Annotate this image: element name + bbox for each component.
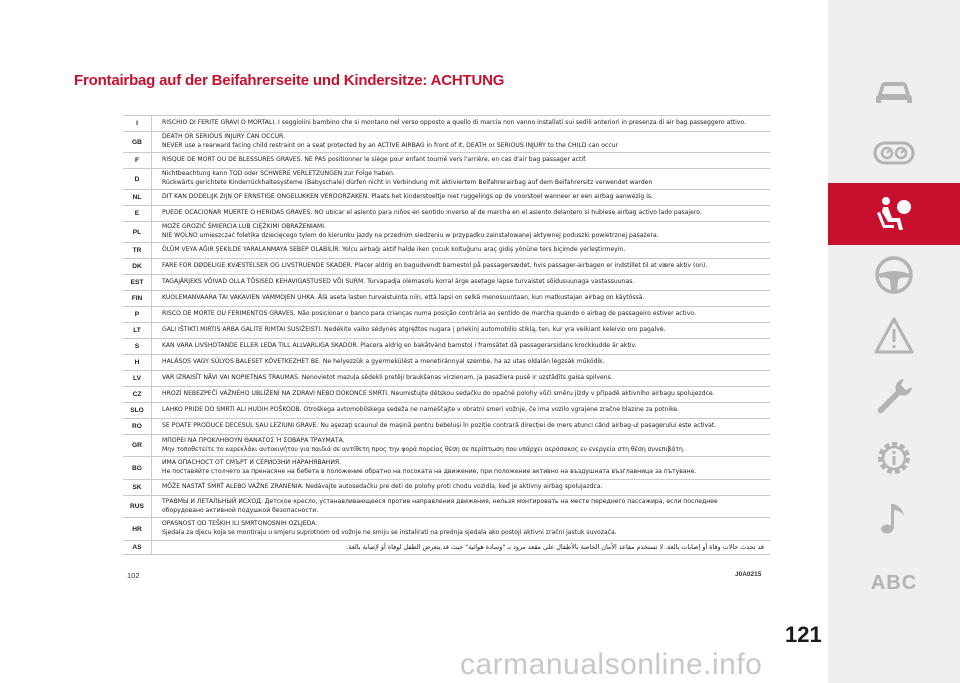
table-row bbox=[123, 275, 770, 291]
table-row bbox=[123, 371, 770, 387]
sidebar-item-steering[interactable] bbox=[828, 244, 960, 306]
watermark: carmanualsonline.info bbox=[460, 648, 763, 681]
warning-text-cell bbox=[152, 307, 771, 323]
figure-reference-left: 102 bbox=[127, 571, 140, 580]
table-row bbox=[123, 419, 770, 435]
warning-text: MOŻE GROZIĆ ŚMIERCIA LUB CIĘŻKIMI OBRAŻENIAMI. bbox=[162, 223, 326, 231]
table-row bbox=[123, 323, 770, 339]
sidebar-item-index[interactable] bbox=[828, 552, 960, 614]
warning-text-cell bbox=[152, 518, 771, 541]
language-code: E bbox=[123, 206, 152, 222]
warning-text-detail: Μην τοποθετείτε το καρεκλάκι αυτοκινήτου για παιδιά σε αντίθετη προς την φορά πορείας θέση σε περίπτωση που υπάρχει αερόσακος εν ενεργεία στη θέση συνεπιβάτη. bbox=[162, 445, 685, 453]
warning-text-cell bbox=[152, 371, 771, 387]
warning-text: ΜΠΟΡΕΙ ΝΑ ΠΡΟΚΛΗΘΟΥΝ ΘΑΝΑΤΟΣ Ή ΣΟΒΑΡΑ ΤΡΑΥΜΑΤΑ. bbox=[162, 436, 345, 444]
warning-text-cell bbox=[152, 355, 771, 371]
sidebar-item-dashboard[interactable] bbox=[828, 122, 960, 184]
warning-text-cell bbox=[152, 339, 771, 355]
warning-text-cell bbox=[152, 153, 771, 169]
language-code: BG bbox=[123, 457, 152, 480]
warning-text: PUEDE OCACIONAR MUERTE O HERIDAS GRAVES. NO ubicar el asiento para niños en sentido inverso al de marcha en el asiento delantero si hubiese airbag activo lado pasajero. bbox=[162, 209, 702, 217]
dashboard-icon bbox=[872, 131, 916, 175]
language-code: RO bbox=[123, 419, 152, 435]
warning-text-cell bbox=[152, 496, 771, 518]
warning-text-cell bbox=[152, 222, 771, 243]
sidebar-item-car[interactable] bbox=[828, 60, 960, 122]
language-code: AS bbox=[123, 541, 152, 555]
table-row bbox=[123, 222, 770, 243]
table-row bbox=[123, 457, 770, 480]
page-title: Frontairbag auf der Beifahrerseite und Kindersitze: ACHTUNG bbox=[74, 72, 505, 89]
warning-text-cell bbox=[152, 116, 771, 132]
warning-text: KUOLEMANVAARA TAI VAKAVIEN VAMMOJEN UHKA. Älä aseta lasten turvaistuinta niin, että lapsi on selkä menosuuntaan, kun matkustajan airbag on käytössä. bbox=[162, 294, 645, 302]
table-row bbox=[123, 169, 770, 190]
warning-text: HALÁSOS VAGY SÚLYOS BALESET KÖVETKEZHET BE. Ne helyezzük a gyermekülést a menetiránnyal szembe, ha az utas oldalán légzsák működik. bbox=[162, 358, 605, 366]
table-row bbox=[123, 403, 770, 419]
warning-text-cell bbox=[152, 206, 771, 222]
warning-text: VAR IZRAISĪT NĀVI VAI NOPIETNAS TRAUMAS. Nenovietot mazuļa sēdekli pretēji braukšanas virzienam, ja pasažiera pusē ir uzstādīts gaisa spilvens. bbox=[162, 374, 613, 382]
warning-text: قد تحدث حالات وفاة أو إصابات بالغة. لا تستخدم مقاعد الأمان الخاصة بالأطفال على مقعد مزود بـ "وسادة هوائية" حيث قد يتعرض الطفل لوفاة أو لإصابة بالغة. bbox=[346, 543, 764, 552]
language-code: NL bbox=[123, 190, 152, 206]
sidebar-item-technical[interactable] bbox=[828, 427, 960, 489]
warning-text: HROZÍ NEBEZPEČÍ VÁŽNÉHO UBLÍŽENÍ NA ZDRAVÍ NEBO DOKONCE SMRTI. Neumisťujte dětskou sedačku do opačné polohy vůči směru jízdy v případě aktivního airbagu spolujezdce. bbox=[162, 390, 715, 398]
warning-text: Nichtbeachtung kann TOD oder SCHWERE VERLETZUNGEN zur Folge haben. bbox=[162, 170, 395, 178]
warning-text: ИМА ОПАСНОСТ ОТ СМЪРТ И СЕРИОЗНИ НАРАНЯВАНИЯ. bbox=[162, 459, 342, 467]
warning-triangle-icon bbox=[872, 314, 916, 358]
language-code: RUS bbox=[123, 496, 152, 518]
warning-text-cell bbox=[152, 323, 771, 339]
warning-text-cell bbox=[152, 259, 771, 275]
table-row bbox=[123, 243, 770, 259]
language-code: SLO bbox=[123, 403, 152, 419]
table-row bbox=[123, 116, 770, 132]
language-code: DK bbox=[123, 259, 152, 275]
table-row bbox=[123, 339, 770, 355]
warning-text-cell bbox=[152, 275, 771, 291]
warning-text-cell bbox=[152, 190, 771, 206]
warning-text: DEATH OR SERIOUS INJURY CAN OCCUR. bbox=[162, 133, 286, 141]
table-row bbox=[123, 206, 770, 222]
language-code: HR bbox=[123, 518, 152, 541]
sidebar-item-warnings[interactable] bbox=[828, 305, 960, 367]
table-row bbox=[123, 153, 770, 169]
warning-text-cell bbox=[152, 169, 771, 190]
language-code: F bbox=[123, 153, 152, 169]
warning-text: MÔŽE NASTAŤ SMRŤ ALEBO VÁŽNE ZRANENIA. Nedávajte autosedačku pre deti do polohy proti chodu vozidla, keď je aktívny airbag spolujazdca. bbox=[162, 483, 603, 491]
warning-text: ÖLÜM VEYA AĞIR ŞEKİLDE YARALANMAYA SEBEP OLABİLİR. Yolcu airbağı aktif halde iken çocuk koltuğunu araç gidiş yönüne ters biçimde yerleştirmeyin. bbox=[162, 246, 626, 254]
language-code: SK bbox=[123, 480, 152, 496]
warning-text-cell bbox=[152, 457, 771, 480]
gear-info-icon bbox=[872, 436, 916, 480]
table-row bbox=[123, 518, 770, 541]
warning-text: TAGAJÄRJEKS VÕIVAD OLLA TÕSISED KEHAVIGASTUSED VÕI SURM. Turvapadja olemasolu korral ärge asetage lapse turvaistet sõidusuunaga vastassuunas. bbox=[162, 278, 635, 286]
seat-airbag-icon bbox=[872, 192, 916, 236]
language-code: GB bbox=[123, 132, 152, 153]
warning-text: RISCO DE MORTE OU FERIMENTOS GRAVES. Não posicionar o banco para crianças numa posição contrária ao sentido de marcha quando o airbag de passageiro estiver activo. bbox=[162, 310, 696, 318]
language-code: GR bbox=[123, 435, 152, 457]
table-row bbox=[123, 355, 770, 371]
warning-text-cell bbox=[152, 387, 771, 403]
language-code: LV bbox=[123, 371, 152, 387]
warning-text-cell bbox=[152, 435, 771, 457]
table-row bbox=[123, 259, 770, 275]
music-note-icon bbox=[872, 497, 916, 541]
warning-text-cell bbox=[152, 291, 771, 307]
warning-text-detail: Sjedala za djecu koja se montiraju u smjeru suprotnom od vožnje ne smiju se instalirati na prednja sjedala ako postoji aktivni zračni jastuk suvozača. bbox=[162, 529, 617, 536]
language-code: I bbox=[123, 116, 152, 132]
warning-text-detail: NIE WOLNO umieszczać foletika dziecięcego tylem do kierunku jazdy na przednim siedzeniu w przypadku zainstalowanej aktywnej poduszki powietrznej pasażera. bbox=[162, 232, 659, 239]
sidebar-item-maintenance[interactable] bbox=[828, 366, 960, 428]
wrench-icon bbox=[872, 375, 916, 419]
table-row bbox=[123, 291, 770, 307]
language-code: H bbox=[123, 355, 152, 371]
figure-reference-right: J0A0215 bbox=[735, 571, 762, 578]
table-row bbox=[123, 496, 770, 518]
warning-text: OPASNOST OD TEŠKIH ILI SMRTONOSNIH OZLJEDA. bbox=[162, 520, 318, 528]
language-code: EST bbox=[123, 275, 152, 291]
warning-text: ТРАВМЫ И ЛЕТАЛЬНЫЙ ИСХОД. Детское кресло, устанавливающееся против направления движения, нельзя монтировать на месте переднего пассажира, если последнее bbox=[162, 497, 718, 505]
abc-index-label: ABC bbox=[870, 571, 918, 594]
warning-text: SE POATE PRODUCE DECESUL SAU LEZIUNI GRAVE. Nu aşezaţi scaunul de mașină pentru bebeluși în poziție contrară direcției de mers atunci când airbag-ul pasagerului este activat. bbox=[162, 422, 717, 430]
sidebar-item-multimedia[interactable] bbox=[828, 488, 960, 550]
warning-text-cell bbox=[152, 480, 771, 496]
table-row bbox=[123, 541, 770, 555]
language-code: D bbox=[123, 169, 152, 190]
sidebar-item-safety[interactable] bbox=[828, 183, 960, 245]
warning-text: FARE FOR DØDELIGE KVÆSTELSER OG LIVSTRUENDE SKADER. Placer aldrig en bagudvendt barnestol på passagersædet, hvis passager-airbagen er indstillet til at være aktiv (on). bbox=[162, 262, 708, 270]
warning-text-detail: NEVER use a rearward facing child restraint on a seat protected by an ACTIVE AIRBAG in front of it, DEATH or SERIOUS INJURY to the CHILD can occur bbox=[162, 142, 619, 149]
section-sidebar bbox=[828, 0, 960, 683]
warning-text: DIT KAN DODELIJK ZIJN OF ERNSTIGE ONGELUKKEN VEROORZAKEN. Plaats het kinderstoeltje niet ruggelings op de voorstoel wanneer er een airbag aanwezig is. bbox=[162, 193, 654, 201]
language-code: TR bbox=[123, 243, 152, 259]
warning-text: KAN VARA LIVSHOTANDE ELLER LEDA TILL ALLVARLIGA SKADOR. Placera aldrig en bakåtvänd barnstol i framsätet då passagerarsidans krockkudde är aktiv. bbox=[162, 342, 637, 350]
language-code: PL bbox=[123, 222, 152, 243]
warning-text: GALI IŠTIKTI MIRTIS ARBA GALITE RIMTAI SUSIŽEISTI. Nedėkite vaiko sėdynės atgręžtos nugara į priekinį automobilio stiklą, ten, kur yra veikiant keleivio oro pagalvė. bbox=[162, 326, 666, 334]
table-row bbox=[123, 435, 770, 457]
warning-text-detail: Rückwärts gerichtete Kinderrückhaltesysteme (Babyschale) dürfen nicht in Verbindung mit aktiviertem Beifahrerairbag auf dem Beifahrersitz verwendet warden bbox=[162, 179, 653, 186]
warning-text-cell bbox=[152, 541, 771, 555]
warning-text-detail: Не поставяйте столчето за пренасяне на бебета в положение обратно на посоката на движение, при положение активно на въздушната възглавница за пътуване. bbox=[162, 468, 697, 475]
warning-text-cell bbox=[152, 132, 771, 153]
language-code: FIN bbox=[123, 291, 152, 307]
warning-text-cell bbox=[152, 243, 771, 259]
table-row bbox=[123, 480, 770, 496]
table-row bbox=[123, 190, 770, 206]
page-number: 121 bbox=[785, 622, 822, 647]
table-row bbox=[123, 132, 770, 153]
table-row bbox=[123, 307, 770, 323]
language-code: CZ bbox=[123, 387, 152, 403]
warning-text: RISCHIO DI FERITE GRAVI O MORTALI. I seggiolini bambino che si montano nel verso opposto a quello di marcia non vanno installati sui sedili anteriori in presenza di air bag passeggero attivo. bbox=[162, 119, 746, 127]
warning-text-detail: оборудовано активной подушкой безопасности. bbox=[162, 506, 319, 514]
airbag-warning-table bbox=[123, 115, 770, 555]
car-icon bbox=[872, 69, 916, 113]
warning-text: RISQUE DE MORT OU DE BLESSURES GRAVES. NE PAS positionner le siège pour enfant tourné vers l'arrière, en cas d'air bag passager actif. bbox=[162, 156, 587, 164]
language-code: LT bbox=[123, 323, 152, 339]
language-code: P bbox=[123, 307, 152, 323]
warning-text-cell bbox=[152, 403, 771, 419]
warning-text: LAHKO PRIDE DO SMRTI ALI HUDIH POŠKODB. Otroškega avtomobilskega sedeža ne nameščajte v obratni smeri vožnje, če ima vozilo vgrajene zračne blazine za potnike. bbox=[162, 406, 680, 414]
steering-wheel-icon bbox=[872, 253, 916, 297]
warning-text-cell bbox=[152, 419, 771, 435]
language-code: S bbox=[123, 339, 152, 355]
table-row bbox=[123, 387, 770, 403]
